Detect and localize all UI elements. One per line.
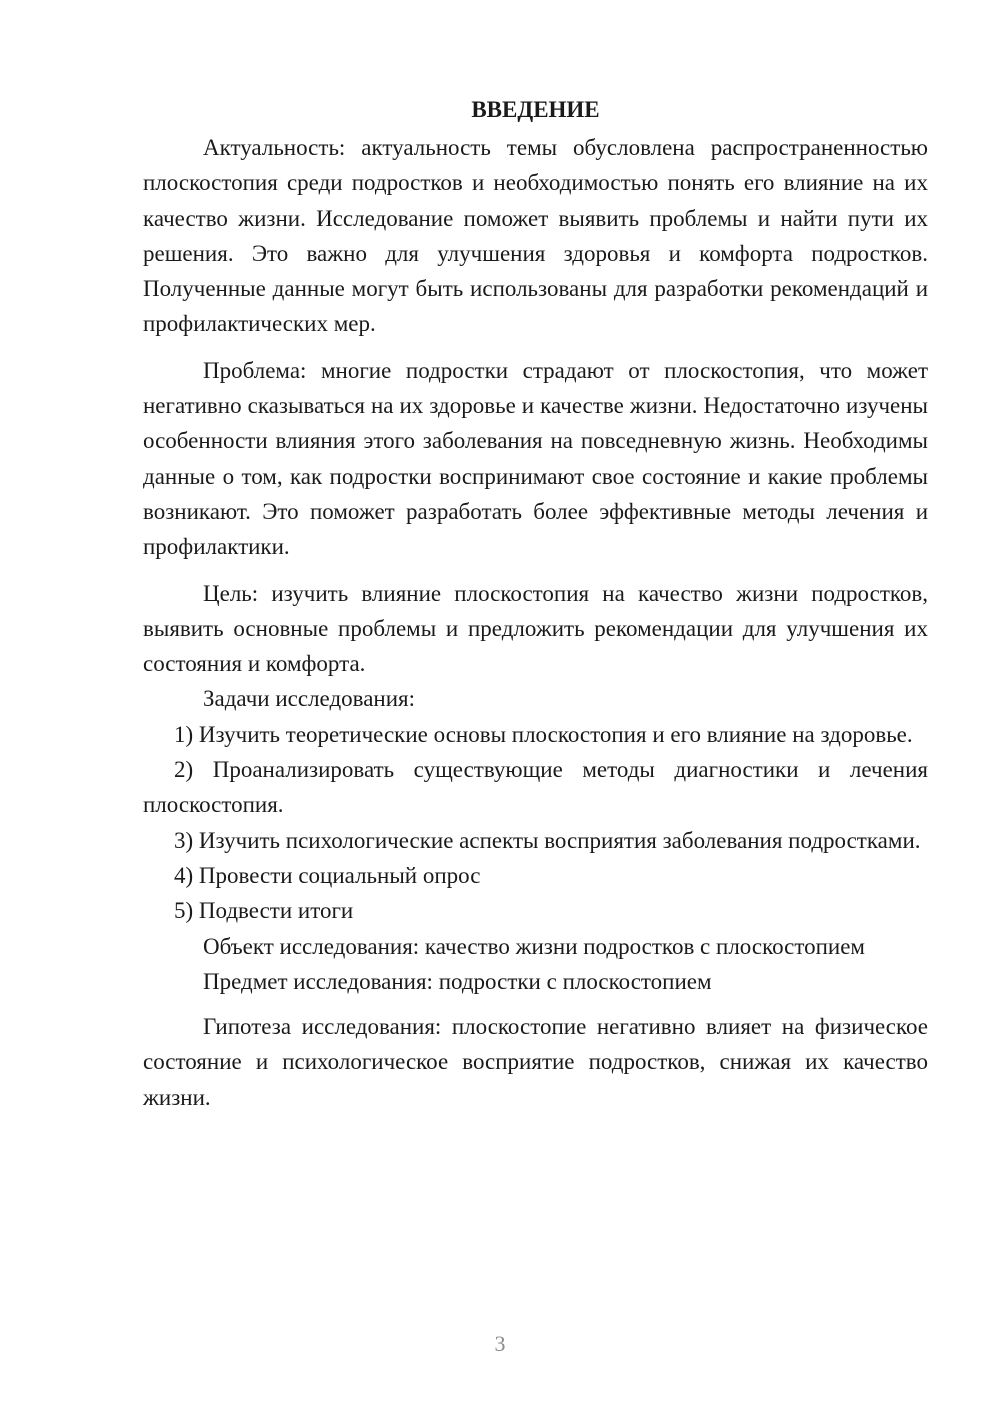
goal-paragraph: Цель: изучить влияние плоскостопия на качество жизни подростков, выявить основные проблемы и предложить рекомендации для улучшения их состояния и комфорта. [143,580,928,677]
research-subject: Предмет исследования: подростки с плоскостопием [203,968,712,994]
hypothesis-paragraph: Гипотеза исследования: плоскостопие негативно влияет на физическое состояние и психологическое восприятие подростков, снижая их качество жизни. [143,1014,928,1110]
actuality-paragraph: Актуальность: актуальность темы обусловлена распространенностью плоскостопия среди подростков и необходимостью понять его влияние на их качество жизни. Исследование поможет выявить проблемы и найти пути их решения. Это важно для улучшения здоровья и комфорта подростков. Полученные данные могут быть использованы для разработки рекомендаций и профилактических мер. [143,135,928,337]
task-item-4: 4) Провести социальный опрос [174,862,481,888]
task-item-3: 3) Изучить психологические аспекты восприятия заболевания подростками. [174,827,921,853]
problem-paragraph: Проблема: многие подростки страдают от плоскостопия, что может негативно сказываться на их здоровье и качестве жизни. Недостаточно изучены особенности влияния этого заболевания на повседневную жизнь. Необходимы данные о том, как подростки воспринимают свое состояние и какие проблемы возникают. Это поможет разработать более эффективные методы лечения и профилактики. [143,357,928,560]
tasks-title: Задачи исследования: [203,686,416,712]
page-body [143,94,928,1115]
research-object: Объект исследования: качество жизни подростков с плоскостопием [203,933,865,959]
section-heading: ВВЕДЕНИЕ [471,97,600,122]
task-item-5: 5) Подвести итоги [174,898,354,924]
task-item-2: 2) Проанализировать существующие методы диагностики и лечения плоскостопия. [143,757,928,818]
task-item-1: 1) Изучить теоретические основы плоскостопия и его влияние на здоровье. [174,721,913,747]
page-number: 3 [494,1331,506,1356]
